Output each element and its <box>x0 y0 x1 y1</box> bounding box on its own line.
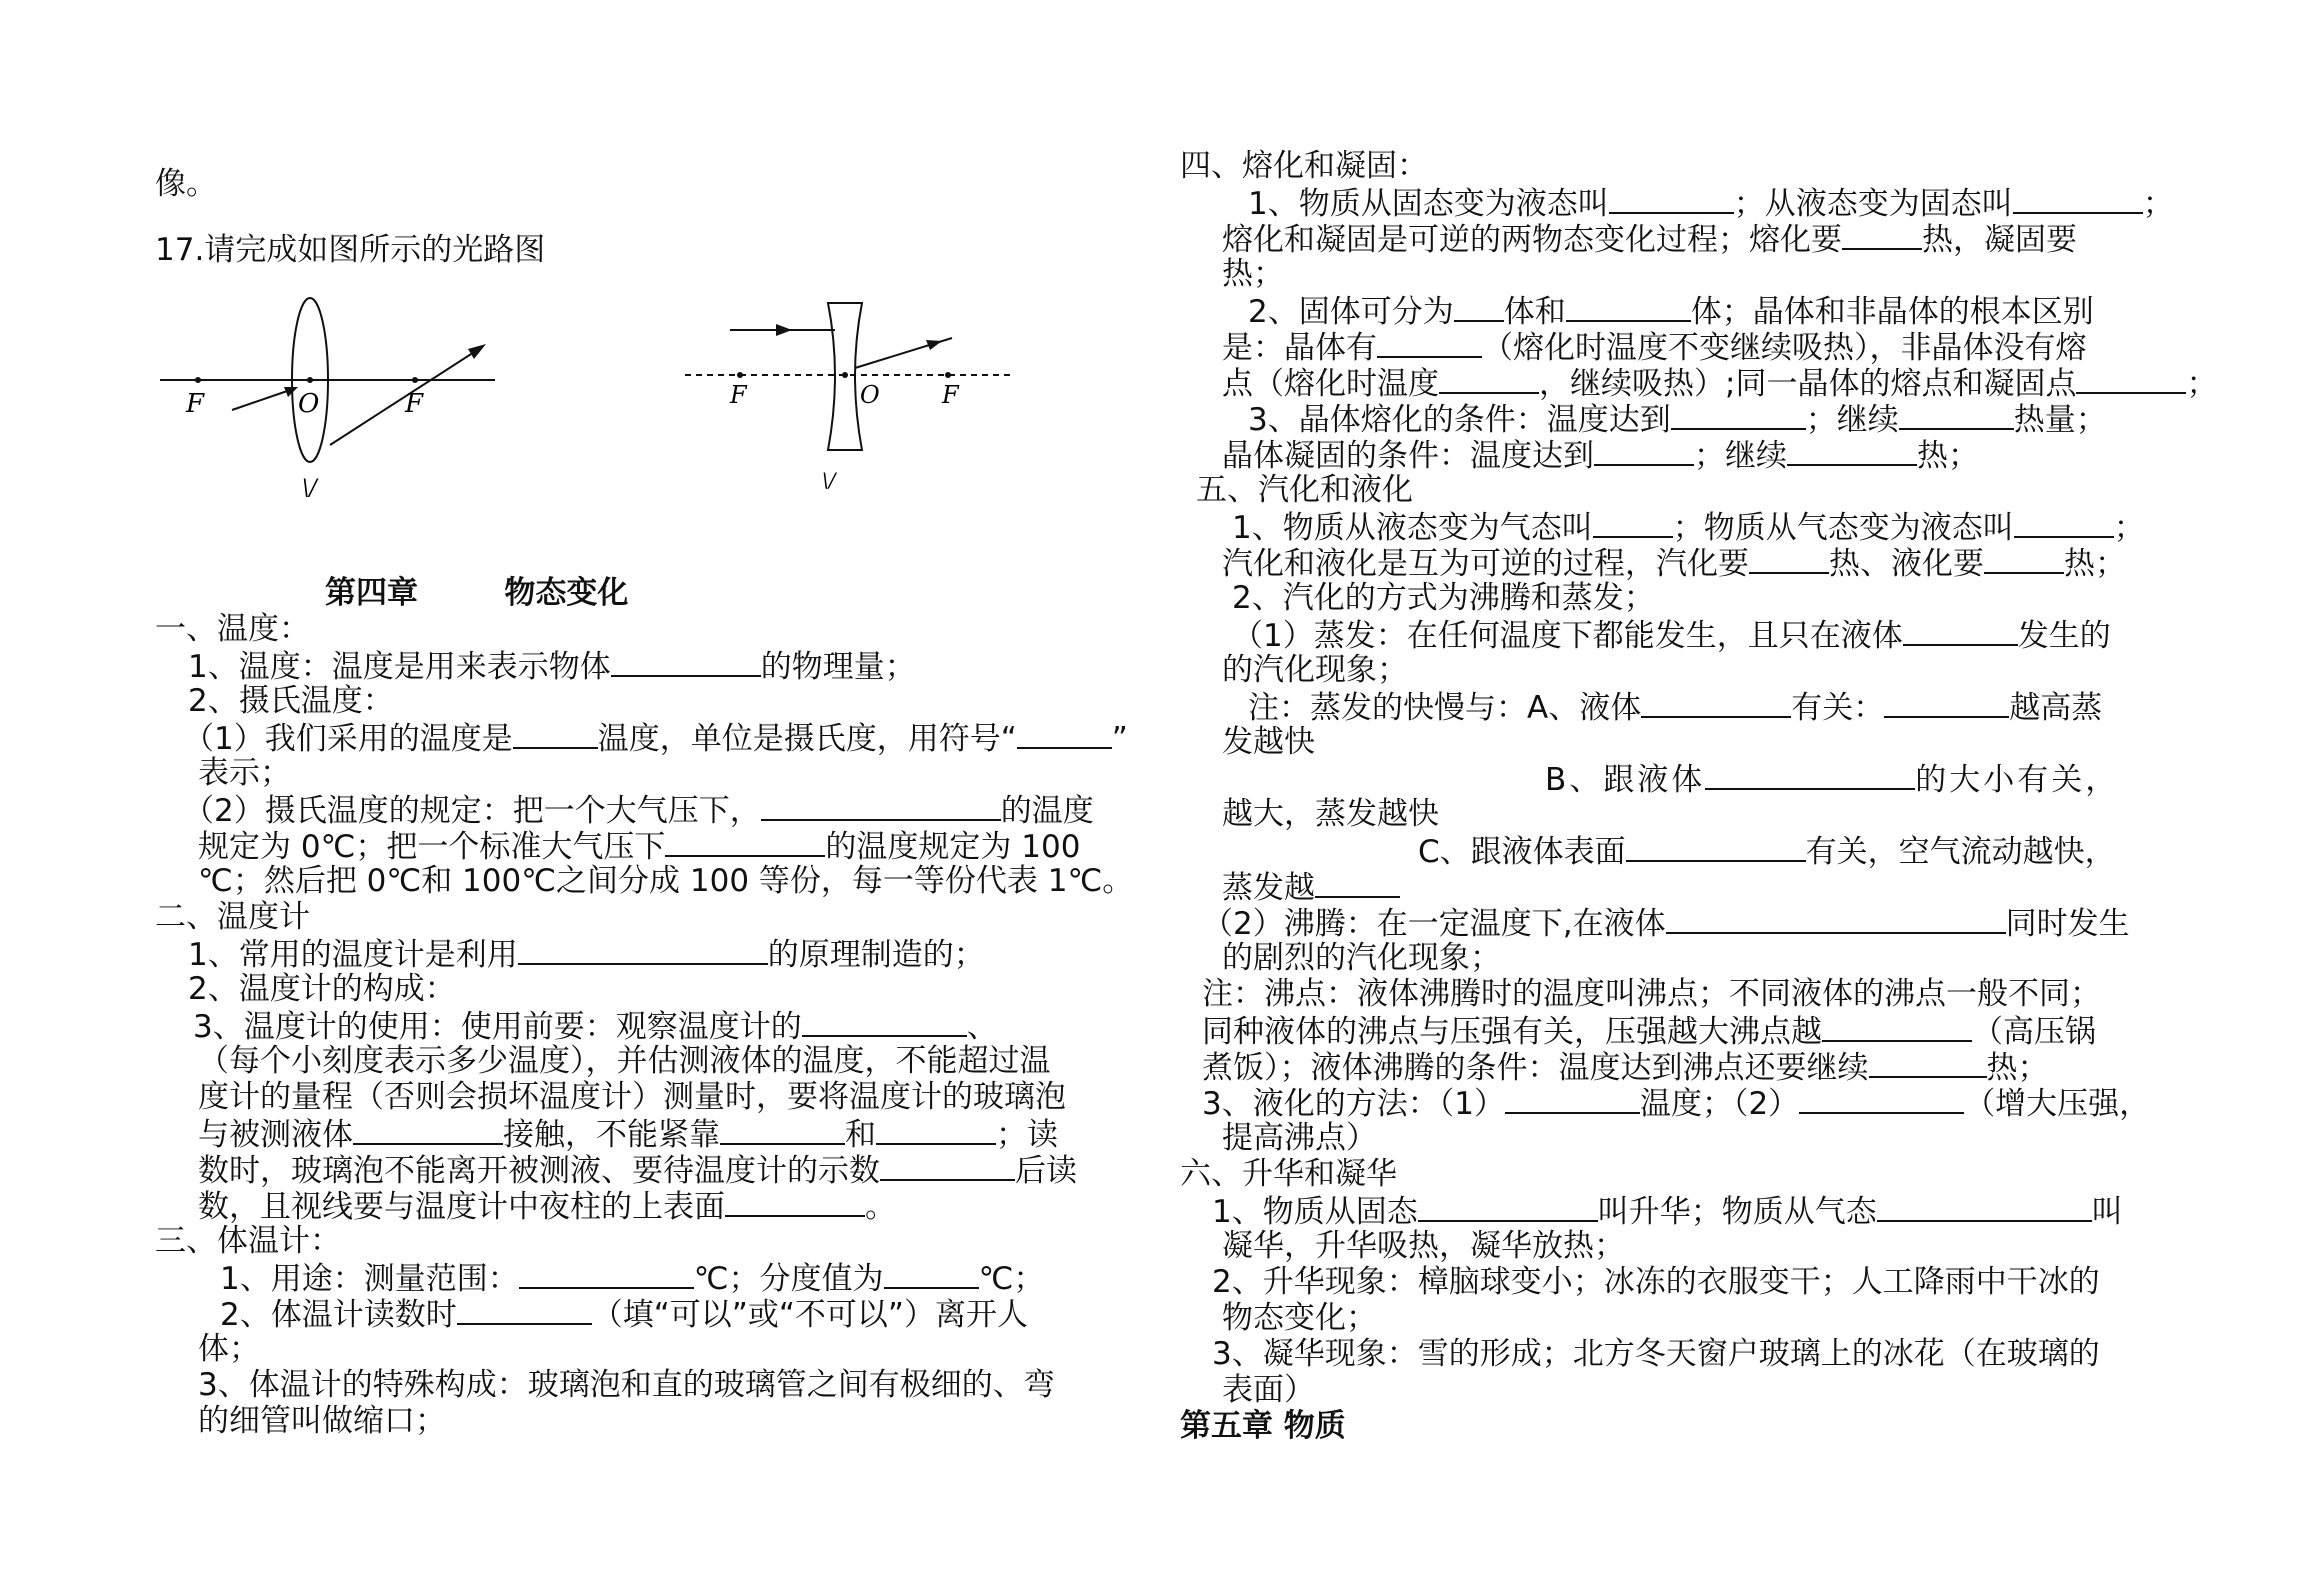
text-span: ” <box>1111 721 1128 757</box>
text-span: 同时发生 <box>2005 906 2130 942</box>
text-line <box>1222 364 2217 402</box>
fill-blank[interactable] <box>2014 508 2114 538</box>
text-line: 物态变化； <box>1222 1300 1377 1336</box>
text-span: （1）蒸发：在任何温度下都能发生，且只在液体 <box>1232 618 1903 654</box>
fill-blank[interactable] <box>1869 1048 1987 1078</box>
text-line <box>1222 328 2087 366</box>
fill-blank[interactable] <box>1566 292 1691 322</box>
text-span: 熔化和凝固是可逆的两物态变化过程；熔化要 <box>1222 222 1842 258</box>
ray-arrowhead <box>468 344 486 359</box>
text-span: （增大压强， <box>1964 1086 2151 1122</box>
text-line: 2、升华现象：樟脑球变小；冰冻的衣服变干；人工降雨中干冰的 <box>1212 1264 2100 1300</box>
fill-blank[interactable] <box>876 1115 996 1145</box>
text-span: B、跟液体 <box>1545 762 1706 798</box>
section-heading: 二、温度计 <box>155 899 310 935</box>
text-line: 2、摄氏温度： <box>188 683 394 719</box>
text-line: 体； <box>198 1331 260 1367</box>
text-span: ； <box>2142 186 2174 222</box>
text-line: 表示； <box>198 755 291 791</box>
text-line <box>198 1187 896 1225</box>
text-span: 晶体凝固的条件：温度达到 <box>1222 438 1594 474</box>
text-line <box>1202 1048 2049 1086</box>
fill-blank[interactable] <box>1705 760 1915 790</box>
fill-blank[interactable] <box>880 1151 1015 1181</box>
fill-blank[interactable] <box>1984 544 2064 574</box>
text-line <box>1248 688 2102 726</box>
text-span: 发生的 <box>2017 618 2111 654</box>
text-span: ； <box>2113 510 2145 546</box>
optical-center <box>842 372 848 378</box>
text-line: 越大，蒸发越快 <box>1222 796 1439 832</box>
convex-lens-diagram <box>160 295 500 505</box>
text-line <box>183 719 1128 757</box>
ray-arrowhead <box>284 387 298 397</box>
text-span: 1、用途：测量范围： <box>220 1261 519 1297</box>
text-line <box>1248 400 2107 438</box>
text-span: 叫升华；物质从气态 <box>1597 1194 1877 1230</box>
text-span: 的物理量； <box>760 649 916 685</box>
text-span: 数，且视线要与温度计中夜柱的上表面 <box>198 1189 725 1225</box>
text-line: 2、汽化的方式为沸腾和蒸发； <box>1232 580 1655 616</box>
fill-blank[interactable] <box>665 827 825 857</box>
fill-blank[interactable] <box>1626 832 1806 862</box>
fill-blank[interactable] <box>1799 1084 1964 1114</box>
text-line: 热； <box>1222 256 1284 292</box>
chapter-title: 第四章 物态变化 <box>325 575 629 611</box>
text-span: 、 <box>966 1009 998 1045</box>
text-line: 发越快 <box>1222 724 1315 760</box>
fill-blank[interactable] <box>1594 436 1694 466</box>
ray-arrowhead <box>776 324 792 336</box>
fill-blank[interactable] <box>884 1259 979 1289</box>
fill-blank[interactable] <box>761 791 1001 821</box>
text-span: 点（熔化时温度 <box>1222 366 1439 402</box>
text-span: C、跟液体表面 <box>1418 834 1626 870</box>
text-span: 热； <box>1917 438 1979 474</box>
fill-blank[interactable] <box>720 1115 845 1145</box>
section-heading: 四、熔化和凝固： <box>1180 148 1428 184</box>
text-span: 同种液体的沸点与压强有关，压强越大沸点越 <box>1202 1014 1822 1050</box>
ray-arrowhead <box>926 340 942 350</box>
text-line <box>1232 508 2145 546</box>
text-span: 注：蒸发的快慢与：A、液体 <box>1248 690 1642 726</box>
text-line <box>1222 436 1979 474</box>
focus-point-left <box>195 377 201 383</box>
concave-lens-diagram <box>680 295 1020 495</box>
fill-blank[interactable] <box>725 1187 865 1217</box>
fill-blank[interactable] <box>611 647 761 677</box>
fill-blank[interactable] <box>1899 400 2014 430</box>
text-line: ℃；然后把 0℃和 100℃之间分成 100 等份，每一等份代表 1℃。 <box>198 863 1134 899</box>
focus-label: F <box>942 381 959 409</box>
mark-glyph: \/ <box>822 468 836 492</box>
text-span: 的大小有关， <box>1915 762 2120 798</box>
text-line: 2、温度计的构成： <box>188 971 456 1007</box>
text-line <box>1418 832 2116 870</box>
text-span: （1）我们采用的温度是 <box>183 721 513 757</box>
text-span: 1、物质从液态变为气态叫 <box>1232 510 1593 546</box>
section-heading: 六、升华和凝华 <box>1180 1156 1397 1192</box>
fill-blank[interactable] <box>1787 436 1917 466</box>
text-span: 有关： <box>1791 690 1885 726</box>
fill-blank[interactable] <box>1439 364 1539 394</box>
text-line: 的汽化现象； <box>1222 652 1408 688</box>
text-span: 有关，空气流动越快， <box>1805 834 2116 870</box>
text-span: 3、液化的方法：（1） <box>1202 1086 1505 1122</box>
focus-label: F <box>730 381 747 409</box>
text-span: 热； <box>1986 1050 2049 1086</box>
center-label: O <box>298 389 320 419</box>
text-span: 接触，不能紧靠 <box>503 1117 720 1153</box>
text-line: 提高沸点） <box>1222 1120 1377 1156</box>
text-line <box>183 791 1094 829</box>
text-span: 温度，单位是摄氏度，用符号“ <box>597 721 1017 757</box>
fill-blank[interactable] <box>1505 1084 1640 1114</box>
fill-blank[interactable] <box>1877 1192 2092 1222</box>
fill-blank[interactable] <box>2013 184 2143 214</box>
text-line <box>1202 1012 2096 1050</box>
text-span: ；继续 <box>1694 438 1787 474</box>
fill-blank[interactable] <box>2076 364 2186 394</box>
text-span: 的温度规定为 100 <box>825 829 1081 865</box>
fill-blank[interactable] <box>1666 904 2006 934</box>
fill-blank[interactable] <box>1671 400 1806 430</box>
text-span: 的温度 <box>1000 793 1094 829</box>
fill-blank[interactable] <box>1842 220 1922 250</box>
text-line <box>1202 1084 2150 1122</box>
fill-blank[interactable] <box>1609 184 1734 214</box>
text-line: 表面） <box>1222 1372 1315 1408</box>
text-span: 后读 <box>1015 1153 1077 1189</box>
text-line <box>1232 616 2111 654</box>
fill-blank[interactable] <box>1315 868 1400 898</box>
focus-point-left <box>737 372 743 378</box>
text-span: 热； <box>2064 546 2126 582</box>
chapter-4-heading <box>325 575 628 611</box>
text-span: 体和 <box>1503 294 1566 330</box>
text-span: 2、固体可分为 <box>1248 294 1454 330</box>
focus-label: F <box>186 389 205 419</box>
fill-blank[interactable] <box>1903 616 2018 646</box>
text-span: ；读 <box>996 1117 1058 1153</box>
fill-blank[interactable] <box>1822 1012 1972 1042</box>
fill-blank[interactable] <box>1884 688 2009 718</box>
section-heading: 三、体温计： <box>155 1223 341 1259</box>
text-line <box>188 647 916 685</box>
text-line: 3、体温计的特殊构成：玻璃泡和直的玻璃管之间有极细的、弯 <box>198 1367 1055 1403</box>
text-span: 1、物质从固态变为液态叫 <box>1248 186 1609 222</box>
fill-blank[interactable] <box>1377 328 1482 358</box>
text-line: 的细管叫做缩口； <box>198 1403 446 1439</box>
text-span: 热、液化要 <box>1829 546 1984 582</box>
text-span: （2）摄氏温度的规定：把一个大气压下， <box>183 793 761 829</box>
text-line: 3、凝华现象：雪的形成；北方冬天窗户玻璃上的冰花（在玻璃的 <box>1212 1336 2100 1372</box>
text-line: 凝华，升华吸热，凝华放热； <box>1222 1228 1625 1264</box>
optical-center <box>307 377 313 383</box>
text-span: 3、温度计的使用：使用前要：观察温度计的 <box>193 1009 802 1045</box>
text-span: 3、晶体熔化的条件：温度达到 <box>1248 402 1671 438</box>
text-line: 度计的量程（否则会损坏温度计）测量时，要将温度计的玻璃泡 <box>198 1079 1066 1115</box>
text-span: 体；晶体和非晶体的根本区别 <box>1690 294 2094 330</box>
fill-blank[interactable] <box>1454 292 1504 322</box>
text-span: 和 <box>845 1117 876 1153</box>
mark-glyph: \/ <box>302 476 317 501</box>
section-heading: 五、汽化和液化 <box>1196 472 1413 508</box>
text-line <box>193 1007 998 1045</box>
text-line <box>1248 184 2174 222</box>
text-line <box>1248 292 2094 330</box>
text-span: 温度；（2） <box>1639 1086 1800 1122</box>
text-span: 。 <box>865 1189 896 1225</box>
text-span: ；物质从气态变为液态叫 <box>1672 510 2014 546</box>
text-span: 的原理制造的； <box>767 937 985 973</box>
fill-blank[interactable] <box>1593 508 1673 538</box>
text-span: 汽化和液化是互为可逆的过程，汽化要 <box>1222 546 1749 582</box>
text-span: 2、体温计读数时 <box>220 1297 457 1333</box>
text-span: 叫 <box>2091 1194 2123 1230</box>
fill-blank[interactable] <box>1017 719 1112 749</box>
text-span: ；从液态变为固态叫 <box>1733 186 2013 222</box>
text-span: ，继续吸热）;同一晶体的熔点和凝固点 <box>1539 366 2077 402</box>
text-line <box>1222 868 1400 906</box>
fill-blank[interactable] <box>513 719 598 749</box>
text-line <box>1202 904 2130 942</box>
text-span: 热量； <box>2013 402 2107 438</box>
text-span: 1、物质从固态 <box>1212 1194 1418 1230</box>
text-span: （高压锅 <box>1972 1014 2096 1050</box>
text-span: 热，凝固要 <box>1922 222 2077 258</box>
fill-blank[interactable] <box>457 1295 592 1325</box>
chapter-5-heading: 第五章 物质 <box>1180 1408 1346 1444</box>
text-span: 与被测液体 <box>198 1117 353 1153</box>
fill-blank[interactable] <box>802 1007 967 1037</box>
focus-point-right <box>945 372 951 378</box>
text-span: 煮饭）；液体沸腾的条件：温度达到沸点还要继续 <box>1202 1050 1869 1086</box>
text-line: 注：沸点：液体沸腾时的温度叫沸点；不同液体的沸点一般不同； <box>1202 976 2101 1012</box>
text-span: ℃； <box>978 1261 1045 1297</box>
text-line <box>1222 544 2126 582</box>
text-line <box>220 1259 1044 1297</box>
text-span: （填“可以”或“不可以”）离开人 <box>591 1297 1028 1333</box>
fill-blank[interactable] <box>1749 544 1829 574</box>
text-line <box>198 827 1080 865</box>
fill-blank[interactable] <box>1418 1192 1598 1222</box>
text-span: 1、常用的温度计是利用 <box>188 937 518 973</box>
text-span: ℃；分度值为 <box>693 1261 884 1297</box>
text-span: 越高蒸 <box>2009 690 2103 726</box>
section-heading: 一、温度： <box>155 611 310 647</box>
text-line <box>1212 1192 2123 1230</box>
text-line <box>1545 760 2119 798</box>
question-17: 17.请完成如图所示的光路图 <box>155 232 546 268</box>
text-line <box>198 1115 1058 1153</box>
text-line: 的剧烈的汽化现象； <box>1222 940 1501 976</box>
text-span: 是：晶体有 <box>1222 330 1377 366</box>
focus-point-right <box>412 377 418 383</box>
text-line: 像。 <box>155 166 217 202</box>
text-line <box>198 1151 1077 1189</box>
fill-blank[interactable] <box>353 1115 503 1145</box>
text-span: （熔化时温度不变继续吸热），非晶体没有熔 <box>1482 330 2087 366</box>
text-span: 1、温度：温度是用来表示物体 <box>188 649 611 685</box>
text-span: 数时，玻璃泡不能离开被测液、要待温度计的示数 <box>198 1153 880 1189</box>
focus-label: F <box>405 389 424 419</box>
text-line <box>1222 220 2077 258</box>
text-span: ；继续 <box>1805 402 1899 438</box>
text-line: （每个小刻度表示多少温度），并估测液体的温度，不能超过温 <box>198 1043 1051 1079</box>
text-line <box>188 935 985 973</box>
text-span: 规定为 0℃；把一个标准大气压下 <box>198 829 666 865</box>
fill-blank[interactable] <box>519 1259 694 1289</box>
text-span: （2）沸腾：在一定温度下,在液体 <box>1202 906 1666 942</box>
center-label: O <box>860 381 880 409</box>
fill-blank[interactable] <box>1641 688 1791 718</box>
text-line <box>220 1295 1028 1333</box>
text-span: ； <box>2186 366 2218 402</box>
fill-blank[interactable] <box>518 935 768 965</box>
text-span: 蒸发越 <box>1222 870 1315 906</box>
